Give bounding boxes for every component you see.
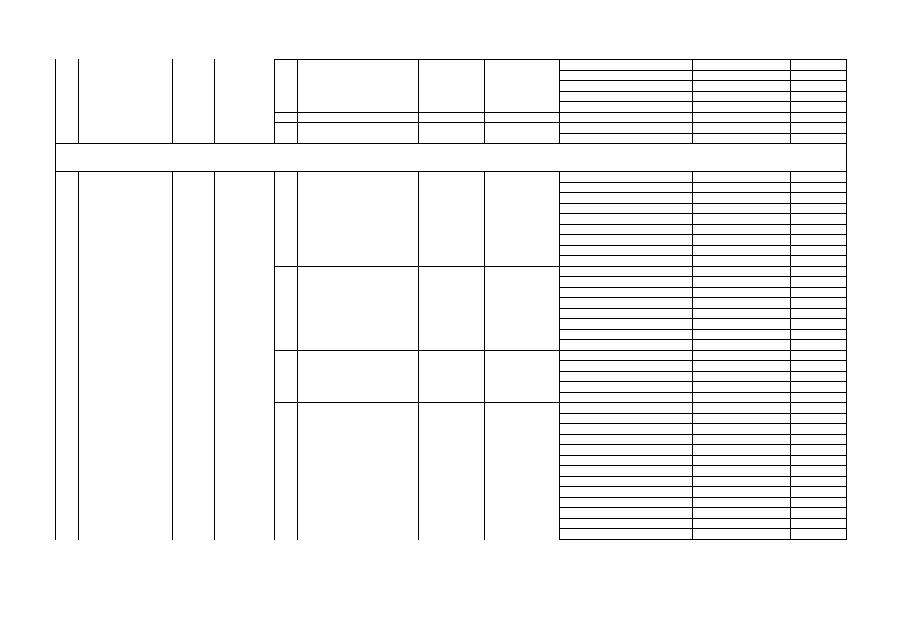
row-rule: [559, 434, 847, 435]
row-rule: [274, 59, 847, 60]
row-rule: [559, 518, 847, 519]
row-rule: [559, 266, 847, 267]
row-rule: [559, 203, 847, 204]
column-rule: [172, 59, 173, 144]
row-rule: [559, 455, 847, 456]
row-rule: [559, 182, 847, 183]
column-rule: [55, 171, 56, 540]
column-rule: [78, 171, 79, 540]
column-rule: [297, 59, 298, 144]
row-rule: [559, 413, 847, 414]
column-rule: [846, 143, 847, 172]
column-rule: [214, 171, 215, 540]
column-rule: [846, 59, 847, 144]
row-rule: [559, 444, 847, 445]
row-rule: [559, 360, 847, 361]
row-rule: [559, 476, 847, 477]
row-rule: [559, 276, 847, 277]
column-rule: [274, 59, 275, 144]
row-rule: [559, 423, 847, 424]
row-rule: [559, 224, 847, 225]
row-rule: [55, 171, 847, 172]
column-rule: [78, 59, 79, 144]
row-rule: [559, 255, 847, 256]
row-rule: [559, 101, 847, 102]
row-rule: [559, 497, 847, 498]
column-rule: [55, 59, 56, 144]
column-rule: [790, 59, 791, 144]
row-rule: [274, 266, 560, 267]
column-rule: [559, 171, 560, 540]
column-rule: [846, 171, 847, 540]
row-rule: [559, 318, 847, 319]
column-rule: [172, 171, 173, 540]
column-rule: [418, 59, 419, 144]
row-rule: [559, 287, 847, 288]
row-rule: [559, 122, 847, 123]
row-rule: [559, 91, 847, 92]
row-rule: [559, 329, 847, 330]
column-rule: [418, 171, 419, 540]
column-rule: [790, 171, 791, 540]
row-rule: [559, 528, 847, 529]
row-rule: [55, 143, 847, 144]
row-rule: [559, 507, 847, 508]
column-rule: [55, 143, 56, 172]
row-rule: [559, 402, 847, 403]
row-rule: [559, 350, 847, 351]
row-rule: [274, 122, 560, 123]
row-rule: [559, 234, 847, 235]
column-rule: [274, 171, 275, 540]
column-rule: [484, 171, 485, 540]
row-rule: [559, 213, 847, 214]
row-rule: [559, 465, 847, 466]
row-rule: [559, 297, 847, 298]
row-rule: [559, 133, 847, 134]
row-rule: [559, 486, 847, 487]
row-rule: [559, 112, 847, 113]
row-rule: [559, 539, 847, 540]
row-rule: [559, 70, 847, 71]
column-rule: [484, 59, 485, 144]
column-rule: [692, 59, 693, 144]
column-rule: [692, 171, 693, 540]
row-rule: [559, 339, 847, 340]
column-rule: [297, 171, 298, 540]
row-rule: [559, 392, 847, 393]
row-rule: [274, 112, 560, 113]
row-rule: [559, 80, 847, 81]
row-rule: [274, 402, 560, 403]
row-rule: [559, 245, 847, 246]
column-rule: [559, 59, 560, 144]
row-rule: [559, 308, 847, 309]
column-rule: [214, 59, 215, 144]
row-rule: [559, 381, 847, 382]
row-rule: [559, 371, 847, 372]
row-rule: [274, 350, 560, 351]
row-rule: [559, 192, 847, 193]
